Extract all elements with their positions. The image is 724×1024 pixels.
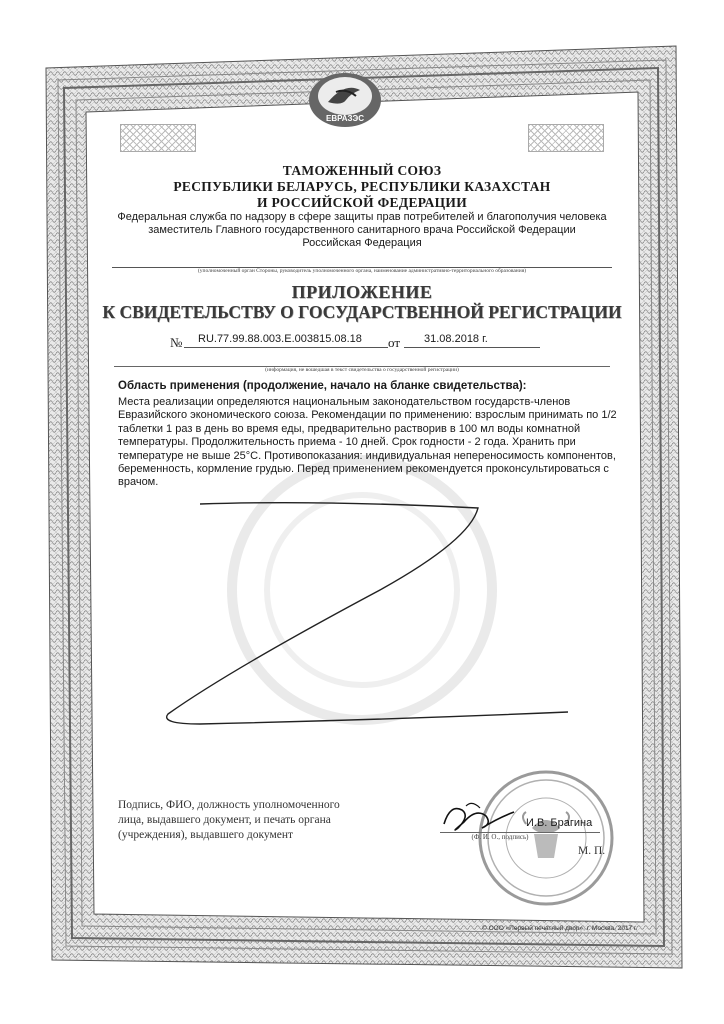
- content-heading: Область применения (продолжение, начало на бланке свидетельства):: [118, 380, 527, 392]
- printer-footer: © ООО «Первый печатный двор», г. Москва, 2017 г.: [482, 925, 638, 932]
- signature-label-1: Подпись, ФИО, должность уполномоченного: [118, 799, 340, 811]
- content-line: беременность, кормление грудью. Перед применением рекомендуется проконсультироваться с: [118, 463, 609, 476]
- document-title: ПРИЛОЖЕНИЕ: [291, 282, 433, 302]
- signatory-name: И.В. Брагина: [526, 817, 593, 829]
- signature-label-3: (учреждения), выдавшего документ: [118, 829, 294, 841]
- number-label: №: [170, 335, 183, 350]
- signature-caption: (Ф. И. О., подпись): [471, 833, 529, 841]
- content-line: температуры. Продолжительность приема - 10 дней. Срок годности - 2 года. Хранить при: [118, 436, 576, 449]
- registration-number: RU.77.99.88.003.E.003815.08.18: [198, 333, 362, 345]
- content-line: температуре не выше 25°С. Противопоказания: индивидуальная непереносимость компонентов,: [118, 449, 616, 462]
- header-line-1: ТАМОЖЕННЫЙ СОЮЗ: [282, 163, 442, 178]
- signature-label-2: лица, выдавшего документ, и печать органа: [118, 814, 331, 826]
- content-line: Места реализации определяются национальным законодательством государств-членов: [118, 396, 571, 408]
- authority-caption: (уполномоченный орган Стороны, руководитель уполномоченного органа, наименование административно-территориального образования): [197, 268, 527, 274]
- content-line: таблетки 1 раз в день во время еды, предварительно растворив в 100 мл воды комнатной: [118, 422, 581, 435]
- header-line-3: И РОССИЙСКОЙ ФЕДЕРАЦИИ: [256, 195, 468, 210]
- logo-text: ЕВРАЗЭС: [325, 114, 364, 123]
- registration-date: 31.08.2018 г.: [424, 333, 488, 345]
- document-subtitle: К СВИДЕТЕЛЬСТВУ О ГОСУДАРСТВЕННОЙ РЕГИСТРАЦИИ: [102, 302, 622, 322]
- stamp-label: М. П.: [578, 845, 606, 857]
- date-label: от: [388, 335, 401, 350]
- header-line-2: РЕСПУБЛИКИ БЕЛАРУСЬ, РЕСПУБЛИКИ КАЗАХСТАН: [173, 179, 551, 194]
- content-line: врачом.: [118, 476, 159, 489]
- info-caption: (информация, не вошедшая в текст свидетельства о государственной регистрации): [265, 367, 459, 373]
- authority-line-1: Федеральная служба по надзору в сфере защиты прав потребителей и благополучия человека: [117, 211, 607, 223]
- authority-line-3: Российская Федерация: [302, 237, 422, 249]
- authority-line-2: заместитель Главного государственного санитарного врача Российской Федерации: [148, 224, 576, 236]
- content-line: Евразийского экономического союза. Рекомендации по применению: взрослым принимать по 1/2: [118, 409, 617, 422]
